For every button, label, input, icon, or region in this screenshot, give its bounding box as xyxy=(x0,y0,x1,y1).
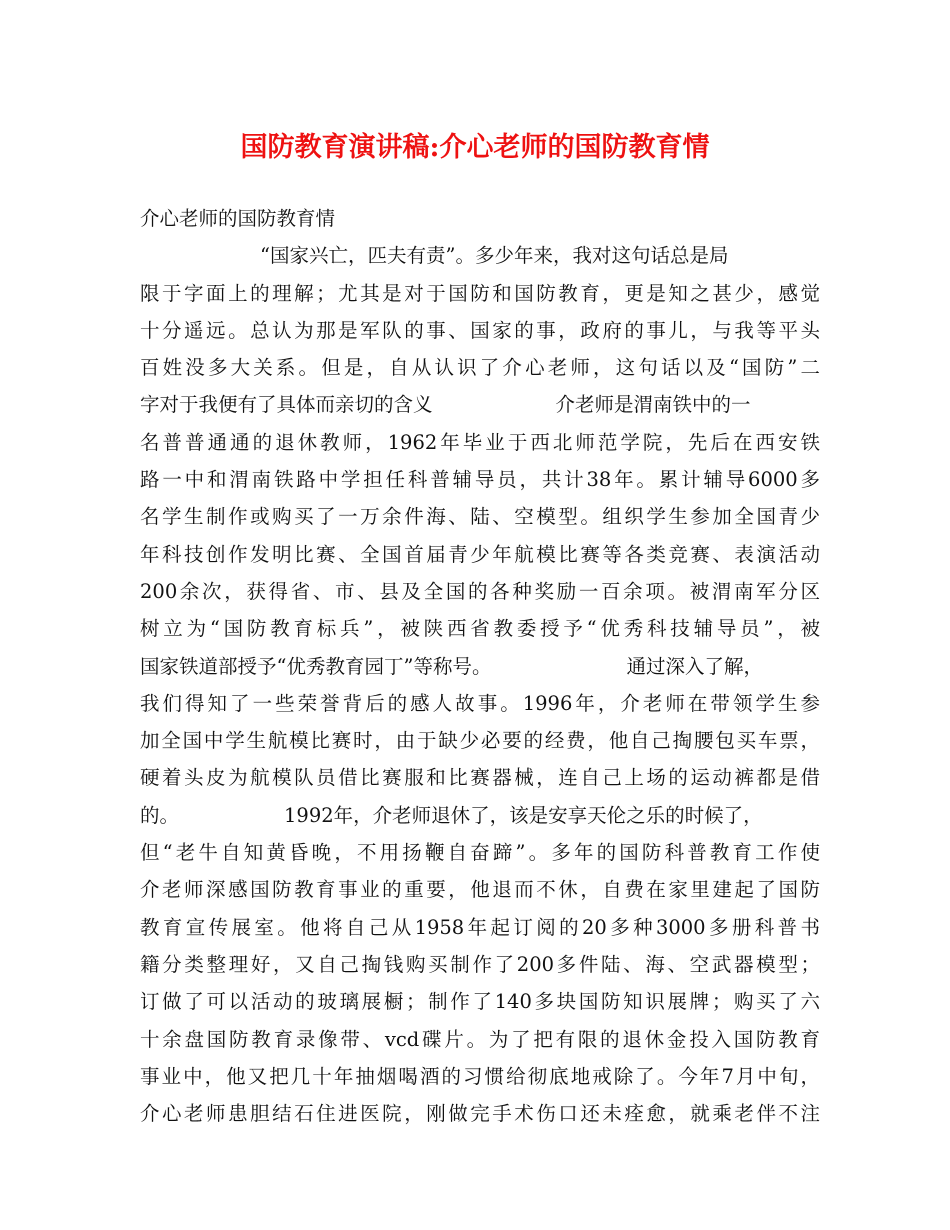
paragraph-line: 名学生制作或购买了一万余件海、陆、空模型。组织学生参加全国青少 xyxy=(140,505,820,529)
paragraph-line: 十余盘国防教育录像带、vcd碟片。为了把有限的退休金投入国防教育 xyxy=(140,1027,820,1051)
paragraph-line: 籍分类整理好，又自己掏钱购买制作了200多件陆、海、空武器模型； xyxy=(140,952,820,976)
document-subtitle: 介心老师的国防教育情 xyxy=(140,207,336,230)
line-text: 介老师是渭南铁中的一 xyxy=(555,393,751,417)
document-body xyxy=(140,200,820,1132)
paragraph-line xyxy=(140,386,820,423)
paragraph-line xyxy=(140,797,820,834)
paragraph-line: 200余次，获得省、市、县及全国的各种奖励一百余项。被渭南军分区 xyxy=(140,579,820,603)
paragraph-line: 我们得知了一些荣誉背后的感人故事。1996年，介老师在带领学生参 xyxy=(140,691,820,715)
document-title: 国防教育演讲稿:介心老师的国防教育情 xyxy=(240,132,710,163)
line-text: “国家兴亡，匹夫有责”。多少年来，我对这句话总是局 xyxy=(260,244,729,268)
paragraph-line: 订做了可以活动的玻璃展橱；制作了140多块国防知识展牌；购买了六 xyxy=(140,990,820,1014)
paragraph-line: 介心老师患胆结石住进医院，刚做完手术伤口还未痊愈，就乘老伴不注 xyxy=(140,1102,820,1126)
paragraph-line: 百姓没多大关系。但是，自从认识了介心老师，这句话以及“国防”二 xyxy=(140,356,820,380)
paragraph-line: 但“老牛自知黄昏晚，不用扬鞭自奋蹄”。多年的国防科普教育工作使 xyxy=(140,841,820,865)
paragraph-line: 硬着头皮为航模队员借比赛服和比赛器械，连自己上场的运动裤都是借 xyxy=(140,766,820,790)
paragraph-line xyxy=(140,237,820,274)
paragraph-line: 介老师深感国防教育事业的重要，他退而不休，自费在家里建起了国防 xyxy=(140,878,820,902)
paragraph-line: 十分遥远。总认为那是军队的事、国家的事，政府的事儿，与我等平头 xyxy=(140,318,820,342)
paragraph-line: 路一中和渭南铁路中学担任科普辅导员，共计38年。累计辅导6000多 xyxy=(140,468,820,492)
paragraph-line: 教育宣传展室。他将自己从1958年起订阅的20多种3000多册科普书 xyxy=(140,915,820,939)
line-text: 通过深入了解， xyxy=(626,654,763,678)
paragraph-line: 名普普通通的退休教师，1962年毕业于西北师范学院，先后在西安铁 xyxy=(140,430,820,454)
paragraph-line: 树立为“国防教育标兵”，被陕西省教委授予“优秀科技辅导员”，被 xyxy=(140,617,820,641)
line-text: 的。 xyxy=(140,803,180,827)
line-text: 字对于我便有了具体而亲切的含义 xyxy=(140,393,433,417)
paragraph-line xyxy=(140,648,820,685)
paragraph-line: 限于字面上的理解；尤其是对于国防和国防教育，更是知之甚少，感觉 xyxy=(140,281,820,305)
paragraph-line: 年科技创作发明比赛、全国首届青少年航模比赛等各类竞赛、表演活动 xyxy=(140,542,820,566)
paragraph-line: 加全国中学生航模比赛时，由于缺少必要的经费，他自己掏腰包买车票， xyxy=(140,729,820,753)
line-text: 1992年，介老师退休了，该是安享天伦之乐的时候了， xyxy=(284,803,763,827)
paragraph-line: 事业中，他又把几十年抽烟喝酒的习惯给彻底地戒除了。今年7月中旬， xyxy=(140,1064,820,1088)
line-text: 国家铁道部授予“优秀教育园丁”等称号。 xyxy=(140,654,492,678)
